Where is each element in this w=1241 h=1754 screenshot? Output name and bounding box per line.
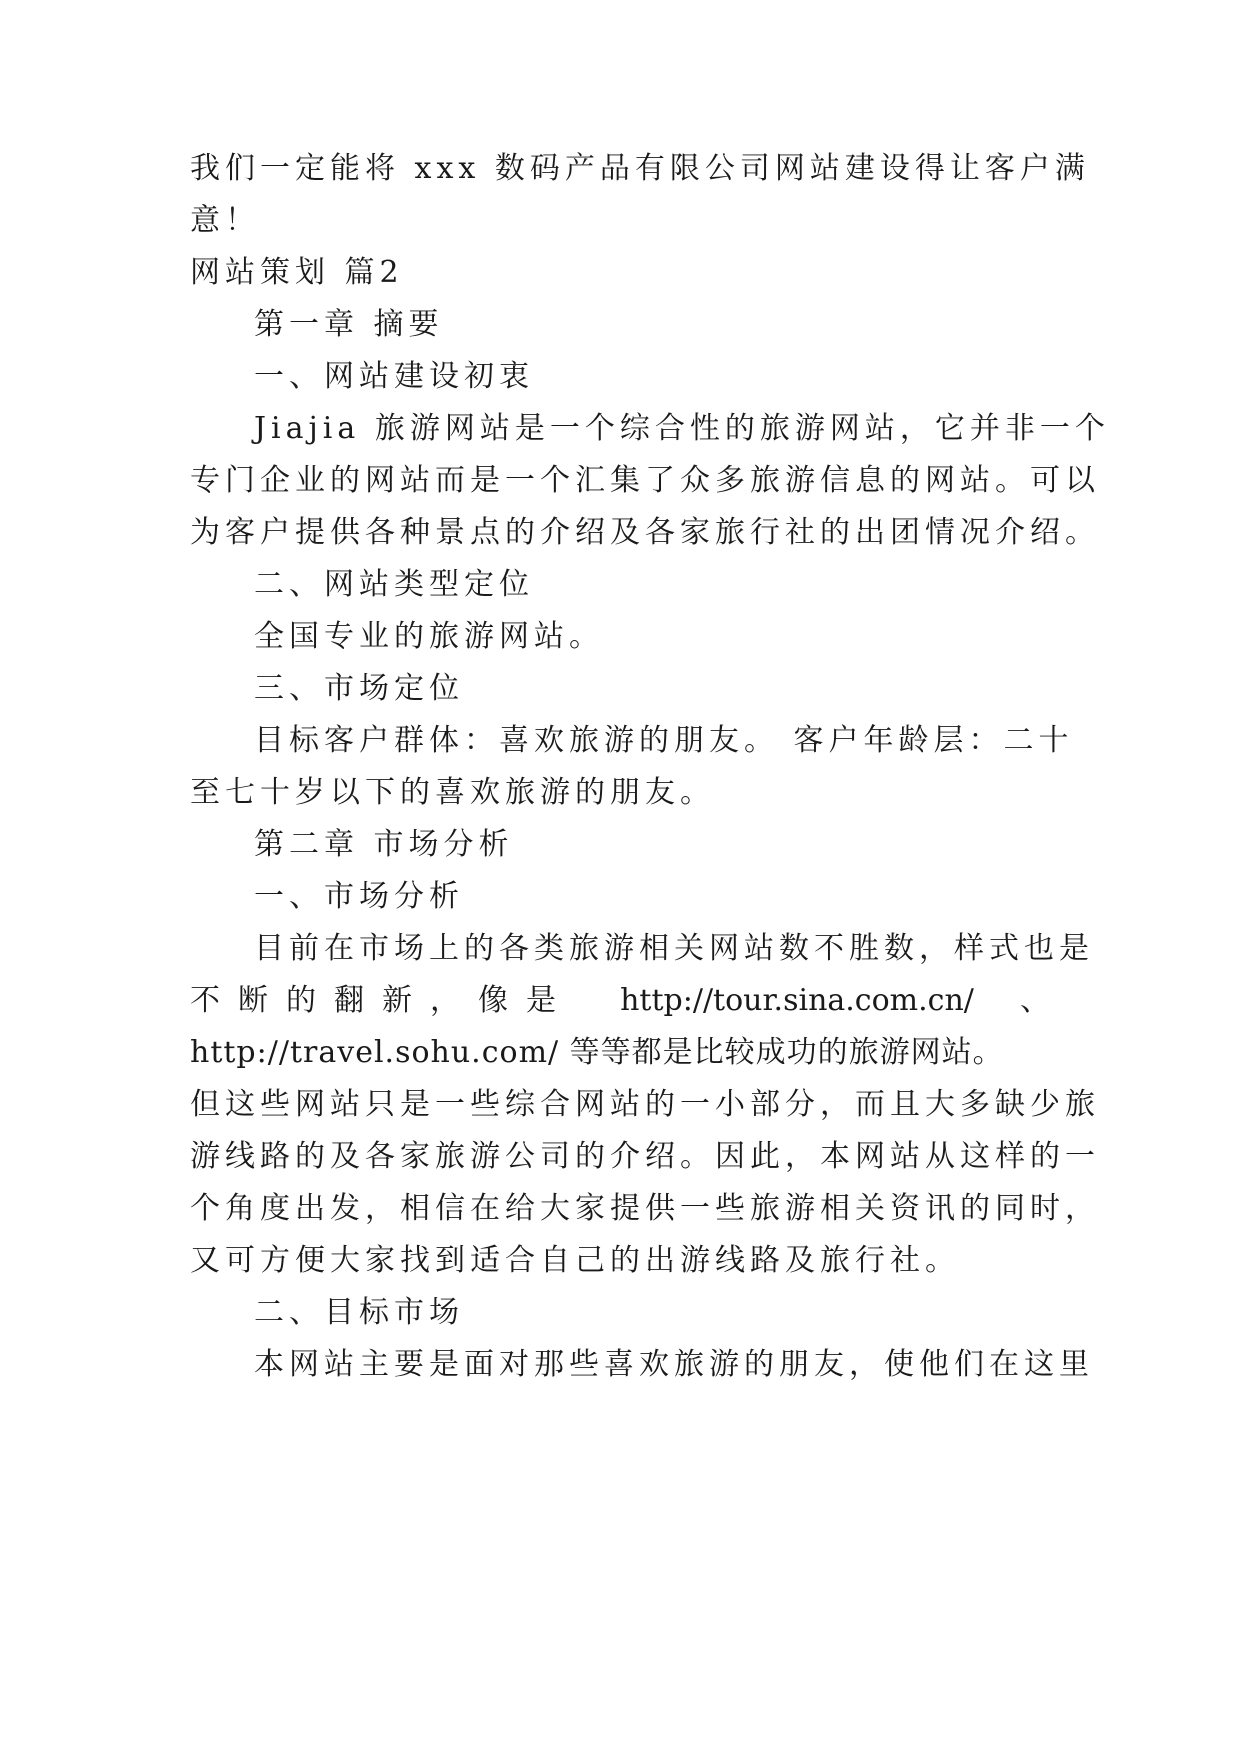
paragraph-text: 不断的翻新，像是: [190, 983, 574, 1018]
paragraph-line: Jiajia 旅游网站是一个综合性的旅游网站，它并非一个: [254, 411, 1110, 446]
subheading: 三、市场定位: [254, 671, 464, 706]
paragraph-line: 又可方便大家找到适合自己的出游线路及旅行社。: [190, 1243, 960, 1278]
paragraph-line: 目标客户群体：喜欢旅游的朋友。 客户年龄层：二十: [254, 723, 1074, 758]
subheading: 二、网站类型定位: [254, 567, 534, 602]
chapter-heading: 第二章 市场分析: [254, 827, 514, 862]
subheading: 一、网站建设初衷: [254, 359, 534, 394]
section-title: 网站策划 篇2: [190, 255, 404, 290]
punctuation: 、: [1019, 983, 1050, 1018]
paragraph-line: 全国专业的旅游网站。: [254, 619, 604, 654]
paragraph-line: 意！: [190, 203, 260, 238]
paragraph-line: 我们一定能将 xxx 数码产品有限公司网站建设得让客户满: [190, 151, 1090, 186]
chapter-heading: 第一章 摘要: [254, 307, 444, 342]
paragraph-line: 至七十岁以下的喜欢旅游的朋友。: [190, 775, 715, 810]
paragraph-line: http://travel.sohu.com/ 等等都是比较成功的旅游网站。: [190, 1035, 1004, 1070]
paragraph-line: 个角度出发，相信在给大家提供一些旅游相关资讯的同时，: [190, 1191, 1100, 1226]
url-link[interactable]: http://tour.sina.com.cn/: [620, 983, 974, 1018]
paragraph-line: 目前在市场上的各类旅游相关网站数不胜数，样式也是: [254, 931, 1094, 966]
paragraph-line: 游线路的及各家旅游公司的介绍。因此，本网站从这样的一: [190, 1139, 1100, 1174]
subheading: 一、市场分析: [254, 879, 464, 914]
paragraph-line-with-url: [190, 972, 1050, 1030]
paragraph-line: 本网站主要是面对那些喜欢旅游的朋友，使他们在这里: [254, 1347, 1094, 1382]
paragraph-line: 为客户提供各种景点的介绍及各家旅行社的出团情况介绍。: [190, 515, 1100, 550]
paragraph-line: 但这些网站只是一些综合网站的一小部分，而且大多缺少旅: [190, 1087, 1100, 1122]
subheading: 二、目标市场: [254, 1295, 464, 1330]
paragraph-line: 专门企业的网站而是一个汇集了众多旅游信息的网站。可以: [190, 463, 1100, 498]
